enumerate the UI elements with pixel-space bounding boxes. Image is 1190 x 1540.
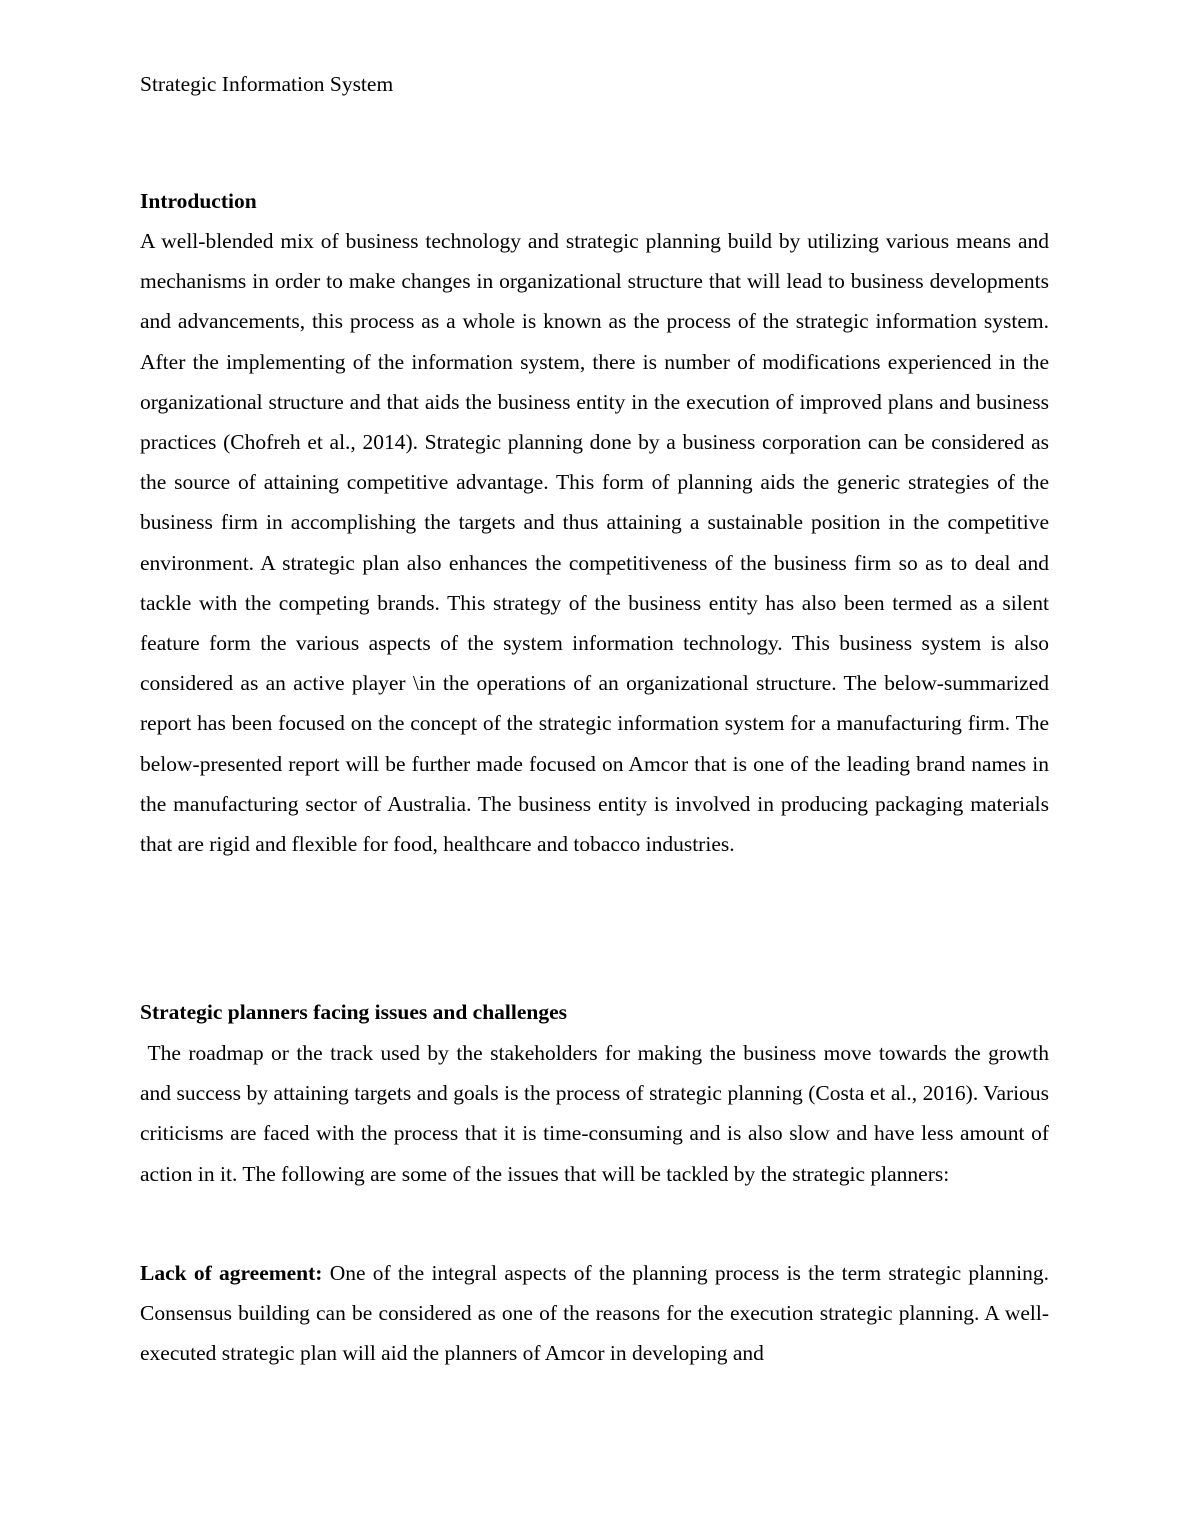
heading-strategic-planners: Strategic planners facing issues and challenges (140, 1000, 568, 1024)
paragraph-introduction: A well-blended mix of business technology and strategic planning build by utilizing various means and mechanisms in order to make changes in organizational structure that will lead to business developments and advancements, this process as a whole is known as the process of the strategic information system. After the implementing of the information system, there is number of modifications experienced in the organizational structure and that aids the business entity in the execution of improved plans and business practices (Chofreh et al., 2014). Strategic planning done by a business corporation can be considered as the source of attaining competitive advantage. This form of planning aids the generic strategies of the business firm in accomplishing the targets and thus attaining a sustainable position in the competitive environment. A strategic plan also enhances the competitiveness of the business firm so as to deal and tackle with the competing brands. This strategy of the business entity has also been termed as a silent feature form the various aspects of the system information technology. This business system is also considered as an active player \in the operations of an organizational structure. The below-summarized report has been focused on the concept of the strategic information system for a manufacturing firm. The below-presented report will be further made focused on Amcor that is one of the leading brand names in the manufacturing sector of Australia. The business entity is involved in producing packaging materials that are rigid and flexible for food, healthcare and tobacco industries. (140, 229, 1049, 857)
lack-of-agreement-label: Lack of agreement: (140, 1261, 323, 1285)
lack-of-agreement-text: One of the integral aspects of the planning process is the term strategic planning. Consensus building can be considered as one of the reasons for the execution strategic planning. A well-executed strategic plan will aid the planners of Amcor in developing and (140, 1261, 1049, 1366)
running-header: Strategic Information System (140, 72, 394, 96)
heading-introduction: Introduction (140, 189, 257, 213)
paragraph-lack-of-agreement (140, 1253, 1049, 1374)
paragraph-strategic-planners: The roadmap or the track used by the stakeholders for making the business move towards the growth and success by attaining targets and goals is the process of strategic planning (Costa et al., 2016). Various criticisms are faced with the process that it is time-consuming and is also slow and have less amount of action in it. The following are some of the issues that will be tackled by the strategic planners: (140, 1041, 1049, 1186)
